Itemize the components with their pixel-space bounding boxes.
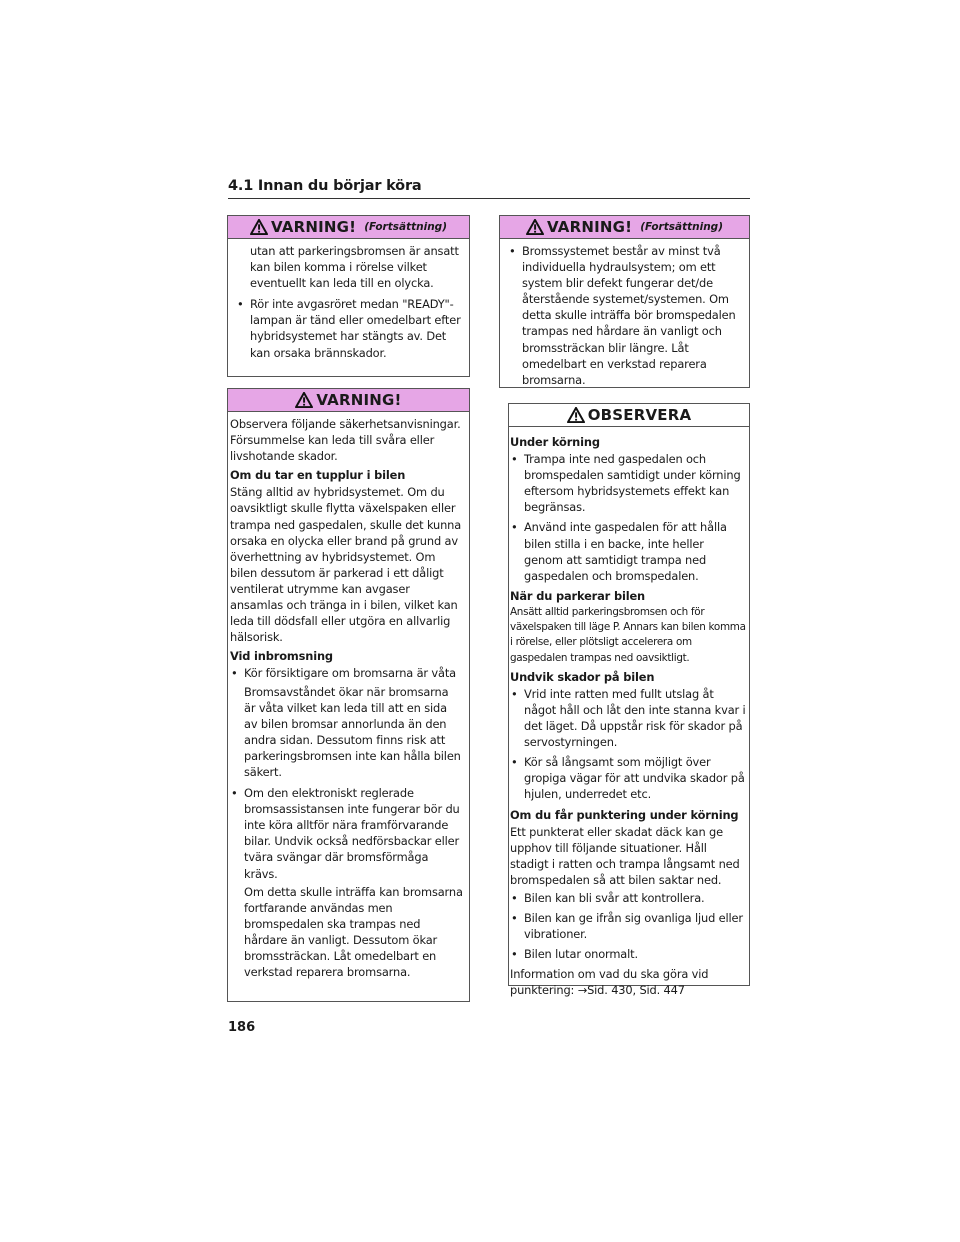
- continued-paragraph: utan att parkeringsbromsen är ansatt kan bilen komma i rörelse vilket eventuellt kan leda till en olycka.: [250, 244, 459, 291]
- list-item: • Bilen kan bli svår att kontrollera.: [511, 890, 705, 905]
- warning-title: VARNING!: [316, 391, 402, 409]
- paragraph: Information om vad du ska göra vid punktering: →Sid. 430, Sid. 447: [510, 967, 709, 998]
- list-item: • Kör försiktigare om bromsarna är våta: [231, 666, 456, 681]
- notice-box-header: [509, 404, 749, 427]
- page-number: 186: [228, 1020, 256, 1035]
- subheading: Om du får punktering under körning: [510, 807, 739, 822]
- warning-box-header: [228, 389, 469, 412]
- section-heading: 4.1 Innan du börjar köra: [228, 178, 750, 199]
- subheading: Om du tar en tupplur i bilen: [230, 468, 406, 483]
- subheading: Vid inbromsning: [230, 649, 333, 664]
- notice-title: OBSERVERA: [587, 406, 692, 424]
- continued-label: (Fortsättning): [364, 221, 447, 233]
- paragraph: Stäng alltid av hybridsystemet. Om du oavsiktligt skulle flytta växelspaken eller trampa ned gaspedalen, skulle det kunna orsaka en olycka eller brand på grund av överhettning av hybridsystemet. Om bilen dessutom är parkerad i ett dåligt ventilerat utrymme kan avgaser ansamlas och tränga in i bilen, vilket kan leda till dödsfall eller utgöra en allvarlig hälsorisk.: [230, 485, 462, 645]
- warning-box-left: [227, 388, 470, 1002]
- warning-triangle-icon: [250, 219, 268, 235]
- subheading: Undvik skador på bilen: [510, 669, 655, 684]
- intro-paragraph: Observera följande säkerhetsanvisningar. Försummelse kan leda till svåra eller livshotande skador.: [230, 417, 461, 464]
- paragraph: Ett punkterat eller skadat däck kan ge upphov till följande situationer. Håll stadigt i ratten och trampa långsamt ned bromspedalen så att bilen saktar ned.: [510, 824, 740, 887]
- warning-title: VARNING!: [270, 218, 357, 236]
- continued-label: (Fortsättning): [640, 221, 723, 233]
- list-item: • Vrid inte ratten med fullt utslag åt något håll och låt den inte stanna kvar i det läget. Då uppstår risk för skador på servostyrningen.: [511, 686, 746, 750]
- list-item: • Bromssystemet består av minst två individuella hydraulsystem; om ett system blir defekt fungerar det/de återstående systemet/systemen. Om detta skulle inträffa bör bromspedalen trampas ned hårdare än vanligt och bromssträckan blir längre. Låt omedelbart en verkstad reparera bromsarna.: [509, 244, 736, 387]
- list-item: • Bilen lutar onormalt.: [511, 947, 638, 962]
- list-item: • Kör så långsamt som möjligt över gropiga vägar för att undvika skador på hjulen, underredet etc.: [511, 755, 745, 802]
- list-item-detail: Bromsavståndet ökar när bromsarna är våta vilket kan leda till att en sida av bilen bromsar annorlunda än den andra sidan. Dessutom finns risk att parkeringsbromsen inte kan hålla bilen säkert.: [244, 684, 461, 779]
- notice-triangle-icon: [567, 407, 585, 423]
- list-item: • Om den elektroniskt reglerade bromsassistansen inte fungerar bör du inte köra alltför nära framförvarande bilar. Undvik också nedförsbackar eller tvära svängar där bromsförmåga krävs.: [231, 786, 460, 881]
- warning-box-header: [500, 216, 749, 239]
- warning-box-continued-left: [227, 215, 470, 377]
- paragraph: Ansätt alltid parkeringsbromsen och för växelspaken till läge P. Annars kan bilen komma i rörelse, eller plötsligt accelerera om gaspedalen trampas ned oavsiktligt.: [510, 605, 746, 664]
- list-item: • Bilen kan ge ifrån sig ovanliga ljud eller vibrationer.: [511, 911, 743, 942]
- list-item: • Trampa inte ned gaspedalen och bromspedalen samtidigt under körning eftersom hybridsystemets effekt kan begränsas.: [511, 452, 741, 515]
- warning-triangle-icon: [295, 392, 313, 408]
- list-item: • Använd inte gaspedalen för att hålla bilen stilla i en backe, inte heller genom att samtidigt trampa ned gaspedalen och bromspedalen.: [511, 520, 727, 583]
- warning-box-continued-right: [499, 215, 750, 388]
- subheading: Under körning: [510, 435, 600, 449]
- list-item-detail: Om detta skulle inträffa kan bromsarna fortfarande användas men bromspedalen ska trampas ned hårdare än vanligt. Dessutom ökar bromssträckan. Låt omedelbart en verkstad reparera bromsarna.: [244, 884, 463, 980]
- notice-box-right: [508, 403, 750, 998]
- warning-title: VARNING!: [546, 218, 633, 236]
- warning-triangle-icon: [526, 219, 544, 235]
- list-item: • Rör inte avgasröret medan "READY"-lampan är tänd eller omedelbart efter hybridsystemet har stängts av. Det kan orsaka brännskador.: [237, 297, 461, 360]
- warning-box-header: [228, 216, 469, 239]
- subheading: När du parkerar bilen: [510, 588, 646, 603]
